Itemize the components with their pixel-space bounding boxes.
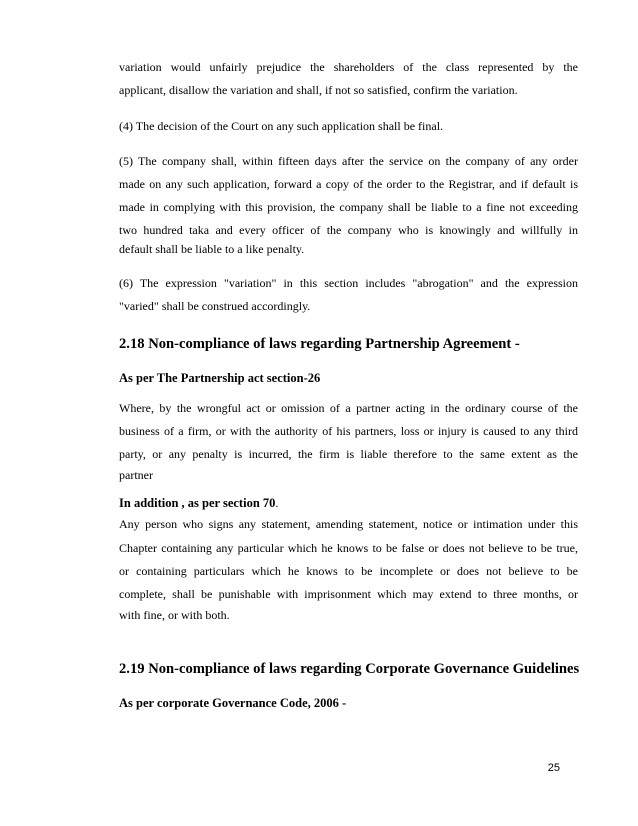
text-line: Chapter containing any particular which he knows to be false or does not believe to be true, — [119, 541, 578, 555]
period: . — [275, 496, 279, 510]
text-line: default shall be liable to a like penalty. — [119, 242, 305, 256]
text-line: "varied" shall be construed accordingly. — [119, 299, 311, 313]
subheading: As per corporate Governance Code, 2006 - — [119, 696, 347, 710]
text-line: or containing particulars which he knows to be incomplete or does not believe to be — [119, 564, 578, 578]
text-line: (5) The company shall, within fifteen days after the service on the company of any order — [119, 154, 578, 168]
text-line: Where, by the wrongful act or omission of a partner acting in the ordinary course of the — [119, 401, 578, 415]
text-line: party, or any penalty is incurred, the firm is liable therefore to the same extent as the — [119, 447, 578, 461]
text-line: two hundred taka and every officer of the company who is knowingly and willfully in — [119, 223, 578, 237]
subheading-line — [119, 496, 578, 510]
text-line: made in complying with this provision, the company shall be liable to a fine not exceeding — [119, 200, 578, 214]
text-line: Any person who signs any statement, amending statement, notice or intimation under this — [119, 517, 578, 531]
text-line: business of a firm, or with the authority of his partners, loss or injury is caused to any third — [119, 424, 578, 438]
text-line: partner — [119, 468, 153, 482]
text-line: applicant, disallow the variation and shall, if not so satisfied, confirm the variation. — [119, 83, 518, 97]
section-heading: 2.18 Non-compliance of laws regarding Partnership Agreement - — [119, 336, 520, 352]
text-line: complete, shall be punishable with imprisonment which may extend to three months, or — [119, 587, 578, 601]
text-line: with fine, or with both. — [119, 608, 230, 622]
page-number: 25 — [547, 762, 560, 774]
text-line: (6) The expression "variation" in this section includes "abrogation" and the expression — [119, 276, 578, 290]
subheading: As per The Partnership act section-26 — [119, 371, 321, 385]
text-line: variation would unfairly prejudice the shareholders of the class represented by the — [119, 60, 578, 74]
text-line: made on any such application, forward a copy of the order to the Registrar, and if default is — [119, 177, 578, 191]
subheading: In addition , as per section 70 — [119, 496, 276, 510]
text-line: (4) The decision of the Court on any such application shall be final. — [119, 119, 444, 133]
section-heading: 2.19 Non-compliance of laws regarding Corporate Governance Guidelines — [119, 661, 580, 677]
